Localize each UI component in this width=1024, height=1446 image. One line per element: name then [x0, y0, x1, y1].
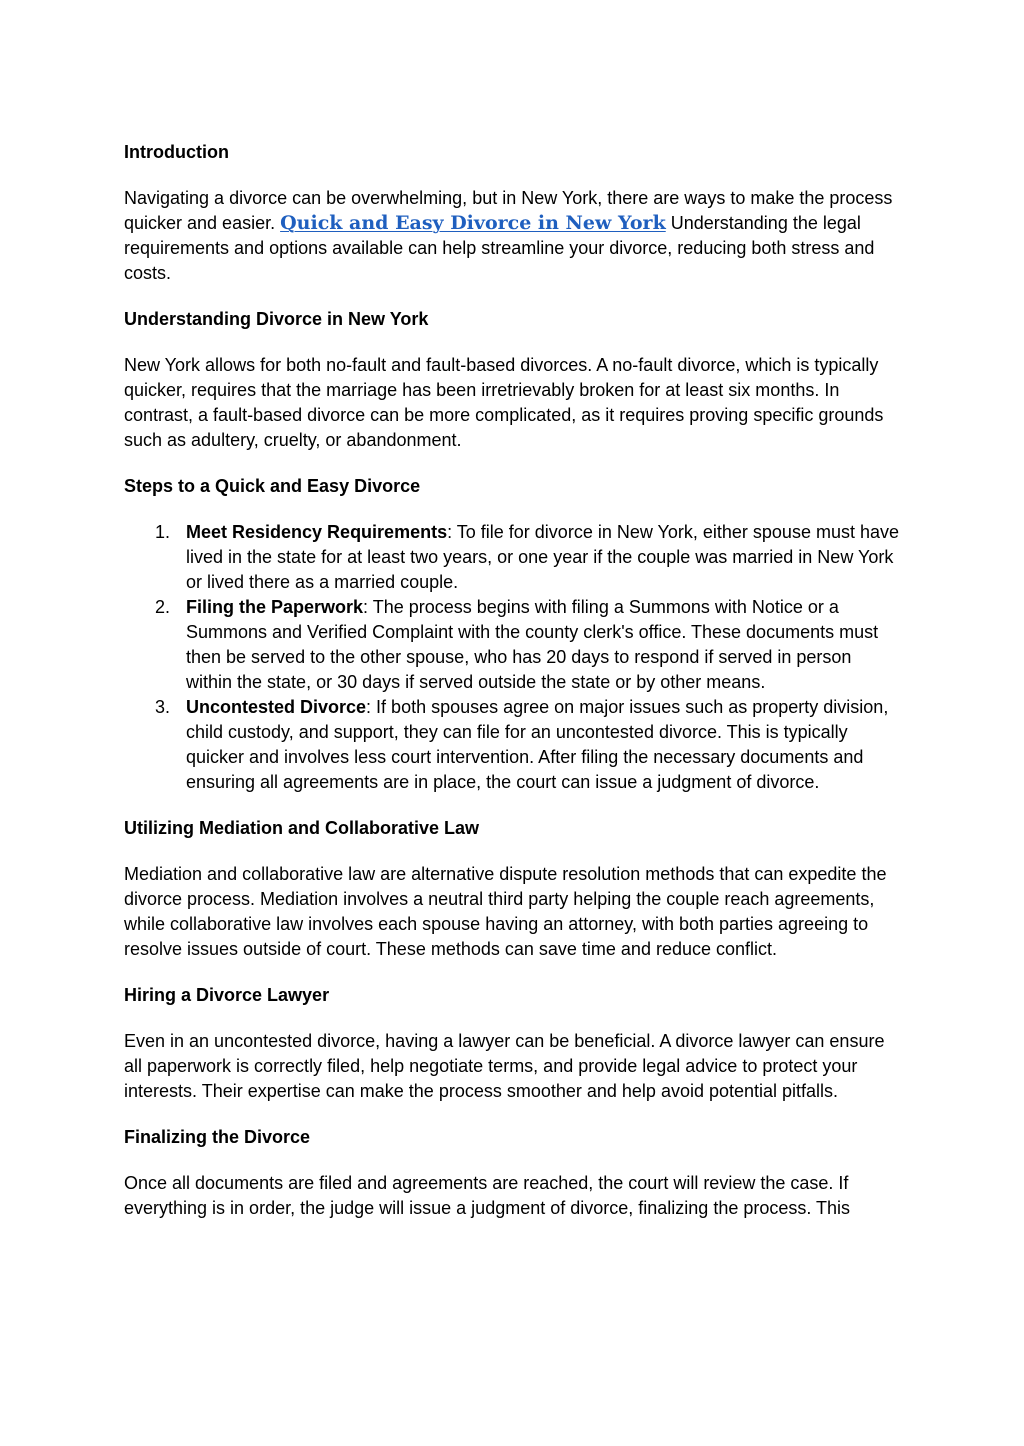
list-item-text: : The process begins with filing a Summons with Notice or a Summons and Verified Complaint with the county clerk's office. These documents must then be served to the other spouse, who has 20 days to respond if served in person within the state, or 30 days if served outside the state or by other means.	[186, 597, 879, 692]
list-item-number: 2.	[155, 597, 171, 617]
introduction-heading: Introduction	[124, 142, 229, 162]
list-item-number: 1.	[155, 522, 171, 542]
lawyer-paragraph: Even in an uncontested divorce, having a lawyer can be beneficial. A divorce lawyer can ensure all paperwork is correctly filed, help negotiate terms, and provide legal advice to protect your interests. Their expertise can make the process smoother and help avoid potential pitfalls.	[124, 1031, 885, 1101]
list-item-text: : To file for divorce in New York, either spouse must have lived in the state for at least two years, or one year if the couple was married in New York or lived there as a married couple.	[186, 522, 899, 592]
list-item	[155, 595, 900, 695]
mediation-paragraph: Mediation and collaborative law are alternative dispute resolution methods that can expedite the divorce process. Mediation involves a neutral third party helping the couple reach agreements, while collaborative law involves each spouse having an attorney, with both parties agreeing to resolve issues outside of court. These methods can save time and reduce conflict.	[124, 864, 887, 959]
understanding-paragraph: New York allows for both no-fault and fault-based divorces. A no-fault divorce, which is typically quicker, requires that the marriage has been irretrievably broken for at least six months. In contrast, a fault-based divorce can be more complicated, as it requires proving specific grounds such as adultery, cruelty, or abandonment.	[124, 355, 884, 450]
list-item-term: Filing the Paperwork	[186, 597, 364, 617]
steps-list	[124, 520, 900, 795]
list-item-term: Meet Residency Requirements	[186, 522, 448, 542]
quick-easy-divorce-link[interactable]: Quick and Easy Divorce in New York	[280, 212, 666, 234]
mediation-heading: Utilizing Mediation and Collaborative Law	[124, 818, 480, 838]
list-item-text: : If both spouses agree on major issues such as property division, child custody, and support, they can file for an uncontested divorce. This is typically quicker and involves less court intervention. After filing the necessary documents and ensuring all agreements are in place, the court can issue a judgment of divorce.	[186, 697, 889, 792]
steps-heading: Steps to a Quick and Easy Divorce	[124, 476, 421, 496]
introduction-paragraph	[124, 186, 900, 286]
intro-text-after-link: Understanding the legal requirements and options available can help streamline your divorce, reducing both stress and costs.	[124, 213, 875, 283]
finalizing-heading: Finalizing the Divorce	[124, 1127, 311, 1147]
understanding-heading: Understanding Divorce in New York	[124, 309, 429, 329]
list-item-term: Uncontested Divorce	[186, 697, 367, 717]
lawyer-heading: Hiring a Divorce Lawyer	[124, 985, 330, 1005]
list-item-number: 3.	[155, 697, 171, 717]
document-page	[124, 140, 900, 1242]
list-item	[155, 520, 900, 595]
intro-text-before-link: Navigating a divorce can be overwhelming, but in New York, there are ways to make the process quicker and easier.	[124, 188, 893, 233]
list-item	[155, 695, 900, 795]
finalizing-paragraph: Once all documents are filed and agreements are reached, the court will review the case. If everything is in order, the judge will issue a judgment of divorce, finalizing the process. This	[124, 1173, 851, 1218]
